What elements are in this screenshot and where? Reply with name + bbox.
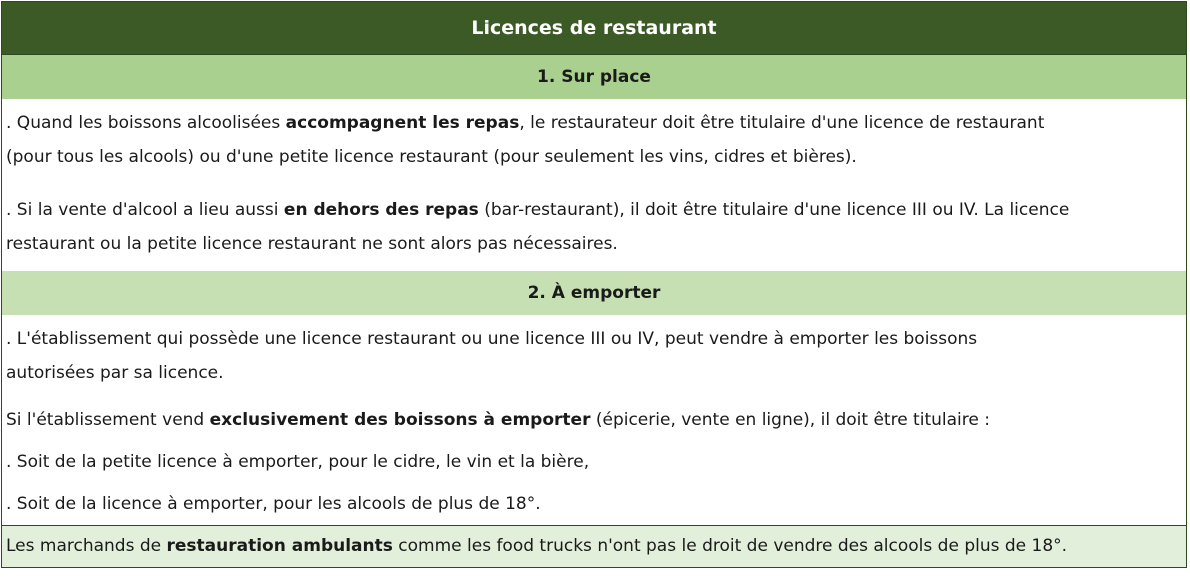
table-title-text: Licences de restaurant: [471, 17, 717, 39]
text-segment: autorisées par sa licence.: [6, 363, 224, 383]
section-heading-text: 1. Sur place: [537, 67, 651, 87]
text-segment: restaurant ou la petite licence restaurant ne sont alors pas nécessaires.: [6, 234, 618, 254]
text-segment: comme les food trucks n'ont pas le droit de vendre des alcools de plus de 18°.: [392, 536, 1068, 556]
paragraph-licence-restaurant: [6, 322, 1182, 390]
bold-text: accompagnent les repas: [285, 113, 520, 133]
text-segment: Si l'établissement vend: [6, 410, 210, 430]
section-heading-text: 2. À emporter: [527, 283, 661, 303]
bold-text: en dehors des repas: [283, 200, 479, 220]
text-segment: (bar-restaurant), il doit être titulaire d'une licence III ou IV. La licence: [478, 200, 1070, 220]
paragraph-licence-emporter: [6, 487, 1182, 521]
section-heading-sur-place: [2, 55, 1186, 99]
paragraph-exclusivement: [6, 403, 1182, 437]
text-segment: , le restaurateur doit être titulaire d'une licence de restaurant: [519, 113, 1045, 133]
bold-text: restauration ambulants: [166, 536, 393, 556]
paragraph-petite-licence-emporter: [6, 445, 1182, 479]
text-segment: . Quand les boissons alcoolisées: [6, 113, 286, 133]
table-title: [2, 2, 1186, 55]
text-segment: . Soit de la licence à emporter, pour les alcools de plus de 18°.: [6, 494, 541, 514]
text-segment: . Si la vente d'alcool a lieu aussi: [6, 200, 284, 220]
section-heading-a-emporter: [2, 271, 1186, 315]
text-segment: (pour tous les alcools) ou d'une petite licence restaurant (pour seulement les vins, cidres et bières).: [6, 147, 857, 167]
paragraph-hors-repas: [6, 193, 1182, 261]
footer-note: [2, 525, 1186, 567]
section-body-sur-place: [2, 99, 1186, 271]
bold-text: exclusivement des boissons à emporter: [209, 410, 591, 430]
section-body-a-emporter: [2, 315, 1186, 525]
text-segment: (épicerie, vente en ligne), il doit être titulaire :: [590, 410, 990, 430]
text-segment: . Soit de la petite licence à emporter, pour le cidre, le vin et la bière,: [6, 452, 590, 472]
licences-table: [1, 1, 1187, 568]
text-segment: . L'établissement qui possède une licence restaurant ou une licence III ou IV, peut vendre à emporter les boissons: [6, 329, 978, 349]
text-segment: Les marchands de: [6, 536, 167, 556]
paragraph-repas: [6, 106, 1182, 174]
